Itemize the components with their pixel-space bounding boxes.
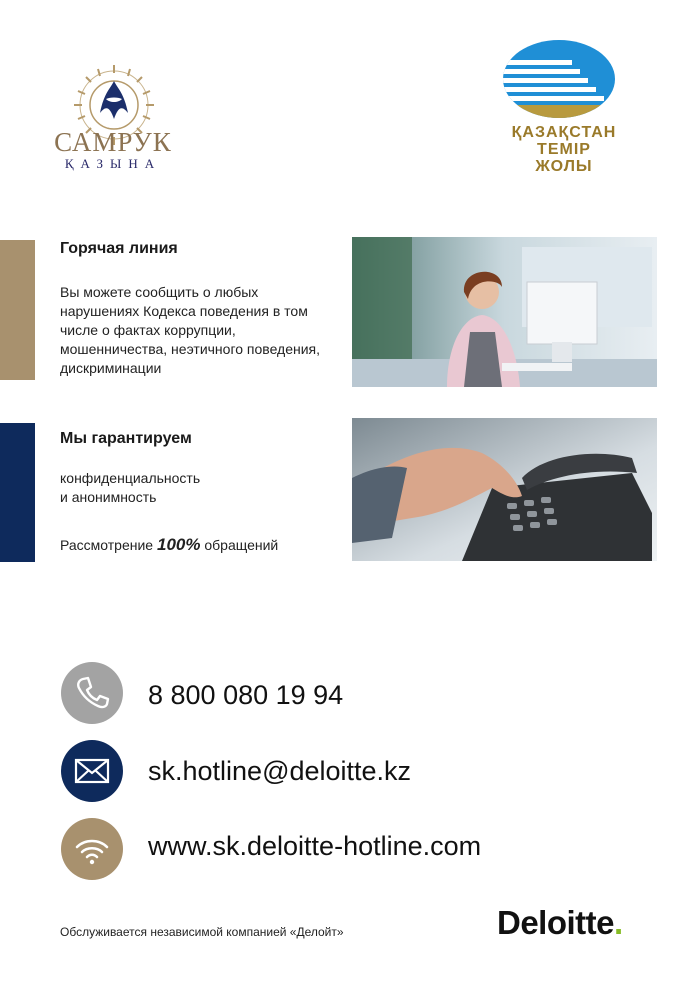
guarantee-line-1: конфиденциальность <box>60 470 201 486</box>
hotline-email-link[interactable]: sk.hotline@deloitte.kz <box>148 756 412 786</box>
ktz-wordmark <box>490 124 638 175</box>
ktz-line-3: ЖОЛЫ <box>535 158 593 175</box>
review-prefix: Рассмотрение <box>60 537 154 553</box>
ktz-line-1: ҚАЗАҚСТАН <box>511 124 617 141</box>
envelope-icon <box>61 740 123 802</box>
operator-photo <box>352 237 657 387</box>
hotline-phone-number[interactable]: 8 800 080 19 94 <box>148 680 344 710</box>
web-contact-circle <box>61 818 123 880</box>
hotline-description: Вы можете сообщить о любых нарушениях Кодекса поведения в том числе о фактах коррупции, мошенничества, неэтичного поведения, дискриминации <box>60 284 321 376</box>
email-contact-circle <box>61 740 123 802</box>
guarantee-description <box>60 469 330 507</box>
guarantee-line-2: и анонимность <box>60 489 157 505</box>
wifi-icon <box>61 818 123 880</box>
review-statement <box>60 535 278 555</box>
samruk-subtitle: ҚАЗЫНА <box>64 156 162 171</box>
ktz-logo <box>500 38 618 120</box>
hotline-title: Горячая линия <box>60 240 178 257</box>
ktz-line-2: ТЕМІР <box>537 141 591 158</box>
samruk-wordmark: САМРУК <box>54 127 172 157</box>
hotline-website-link[interactable]: www.sk.deloitte-hotline.com <box>148 831 482 861</box>
hotline-accent-bar <box>0 240 35 380</box>
phone-icon <box>61 662 123 724</box>
review-suffix: обращений <box>204 537 279 553</box>
phone-dialing-photo <box>352 418 657 561</box>
deloitte-logo <box>497 904 623 942</box>
deloitte-wordmark: Deloitte <box>497 904 615 941</box>
deloitte-dot: . <box>614 904 623 941</box>
phone-contact-circle <box>61 662 123 724</box>
guarantee-title: Мы гарантируем <box>60 430 192 447</box>
review-value: 100% <box>156 535 201 554</box>
footer-note: Обслуживается независимой компанией «Делойт» <box>60 925 344 939</box>
guarantee-accent-bar <box>0 423 35 562</box>
